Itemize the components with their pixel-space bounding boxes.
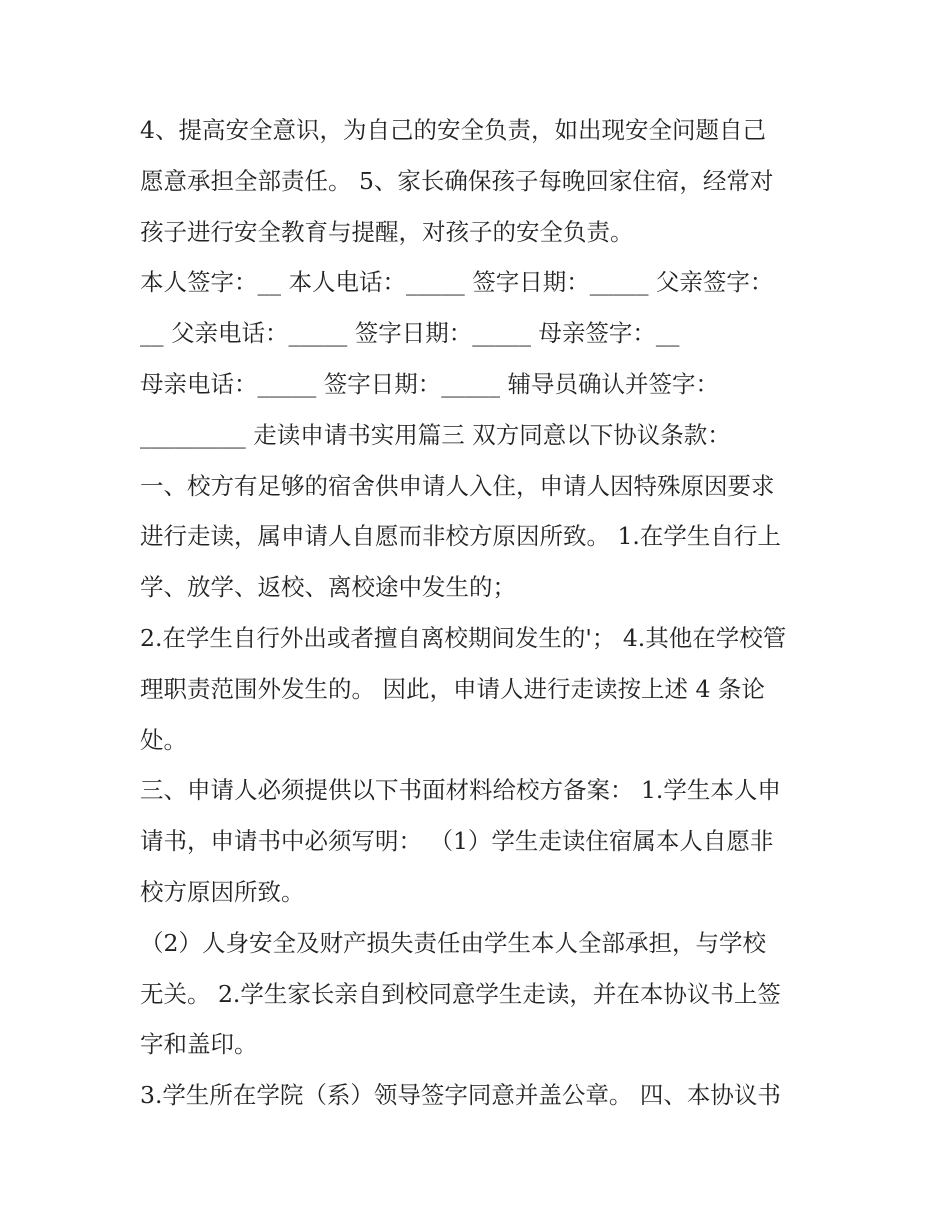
text-line: 校方原因所致。 bbox=[140, 877, 305, 906]
text-line: 孩子进行安全教育与提醒，对孩子的安全负责。 bbox=[140, 217, 634, 246]
text-line: 请书，申请书中必须写明： （1）学生走读住宿属本人自愿非 bbox=[140, 827, 774, 856]
text-line: 学、放学、返校、离校途中发生的； bbox=[140, 573, 516, 602]
text-line: 三、申请人必须提供以下书面材料给校方备案： 1.学生本人申 bbox=[140, 776, 781, 805]
text-line: 本人签字：__ 本人电话：_____ 签字日期：_____ 父亲签字： bbox=[140, 268, 774, 297]
document-body bbox=[140, 105, 820, 1121]
text-line: 母亲电话：_____ 签字日期：_____ 辅导员确认并签字： bbox=[140, 369, 719, 398]
text-line: （2）人身安全及财产损失责任由学生本人全部承担，与学校 bbox=[140, 928, 766, 957]
text-line: 无关。 2.学生家长亲自到校同意学生走读，并在本协议书上签 bbox=[140, 979, 781, 1008]
text-line: 一、校方有足够的宿舍供申请人入住，申请人因特殊原因要求 bbox=[140, 471, 775, 500]
text-line: 处。 bbox=[140, 725, 187, 754]
text-line: 4、提高安全意识，为自己的安全负责，如出现安全问题自己 bbox=[140, 116, 766, 144]
text-line: 理职责范围外发生的。 因此，申请人进行走读按上述 4 条论 bbox=[140, 674, 765, 703]
text-line: 2.在学生自行外出或者擅自离校期间发生的'； 4.其他在学校管 bbox=[140, 623, 787, 652]
text-line: __ 父亲电话：_____ 签字日期：_____ 母亲签字：__ bbox=[140, 319, 680, 348]
text-line: 3.学生所在学院（系）领导签字同意并盖公章。 四、本协议书 bbox=[140, 1081, 781, 1110]
text-line: _________ 走读申请书实用篇三 双方同意以下协议条款： bbox=[140, 420, 731, 449]
text-line: 字和盖印。 bbox=[140, 1030, 258, 1059]
text-line: 进行走读，属申请人自愿而非校方原因所致。 1.在学生自行上 bbox=[140, 522, 781, 551]
text-line: 愿意承担全部责任。 5、家长确保孩子每晚回家住宿，经常对 bbox=[140, 166, 774, 195]
